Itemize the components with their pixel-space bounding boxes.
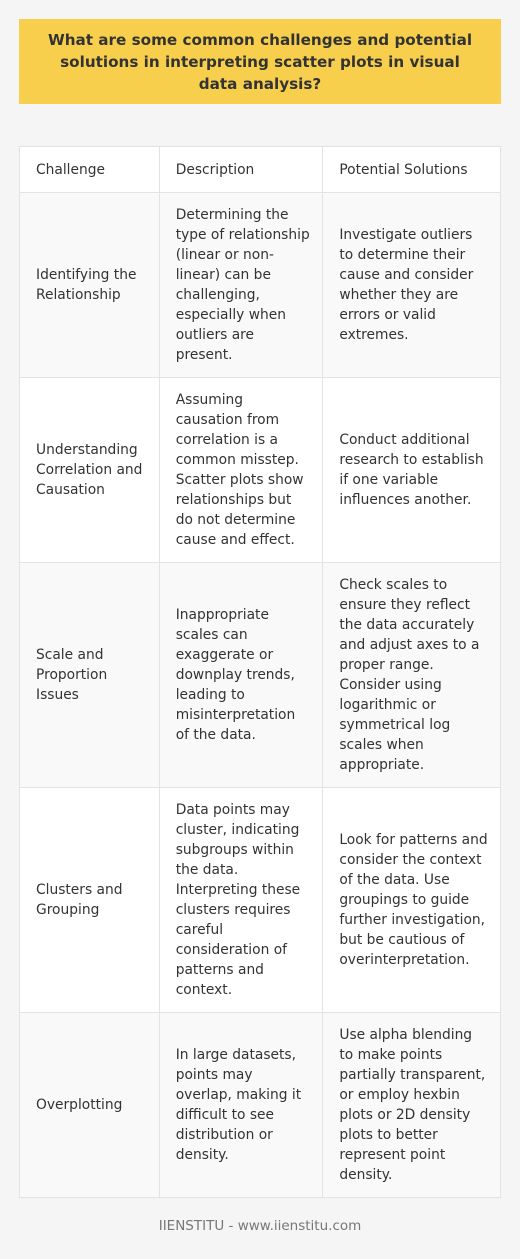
cell-description: Assuming causation from correlation is a common misstep. Scatter plots show relationships but do not determine cause and effect.	[159, 378, 323, 563]
table-row	[20, 378, 501, 563]
header-solutions: Potential Solutions	[323, 147, 501, 193]
cell-description: Determining the type of relationship (linear or non-linear) can be challenging, especially when outliers are present.	[159, 193, 323, 378]
cell-description: Data points may cluster, indicating subgroups within the data. Interpreting these clusters requires careful consideration of patterns and context.	[159, 788, 323, 1013]
cell-challenge: Identifying the Relationship	[20, 193, 160, 378]
table-row	[20, 1013, 501, 1198]
table-row	[20, 563, 501, 788]
cell-solution: Investigate outliers to determine their cause and consider whether they are errors or valid extremes.	[323, 193, 501, 378]
cell-challenge: Clusters and Grouping	[20, 788, 160, 1013]
cell-challenge: Overplotting	[20, 1013, 160, 1198]
cell-description: Inappropriate scales can exaggerate or downplay trends, leading to misinterpretation of the data.	[159, 563, 323, 788]
header-description: Description	[159, 147, 323, 193]
cell-challenge: Scale and Proportion Issues	[20, 563, 160, 788]
footer-credit: IIENSTITU - www.iienstitu.com	[158, 1218, 362, 1234]
challenges-table	[19, 146, 501, 1198]
cell-solution: Use alpha blending to make points partially transparent, or employ hexbin plots or 2D density plots to better represent point density.	[323, 1013, 501, 1198]
title-banner	[19, 19, 501, 104]
table-row	[20, 788, 501, 1013]
cell-challenge: Understanding Correlation and Causation	[20, 378, 160, 563]
page-title: What are some common challenges and potential solutions in interpreting scatter plots in visual data analysis?	[47, 30, 473, 93]
header-challenge: Challenge	[20, 147, 160, 193]
cell-solution: Conduct additional research to establish if one variable influences another.	[323, 378, 501, 563]
cell-description: In large datasets, points may overlap, making it difficult to see distribution or density.	[159, 1013, 323, 1198]
cell-solution: Check scales to ensure they reflect the data accurately and adjust axes to a proper range. Consider using logarithmic or symmetrical log scales when appropriate.	[323, 563, 501, 788]
table-header-row	[20, 147, 501, 193]
table-row	[20, 193, 501, 378]
cell-solution: Look for patterns and consider the context of the data. Use groupings to guide further investigation, but be cautious of overinterpretation.	[323, 788, 501, 1013]
